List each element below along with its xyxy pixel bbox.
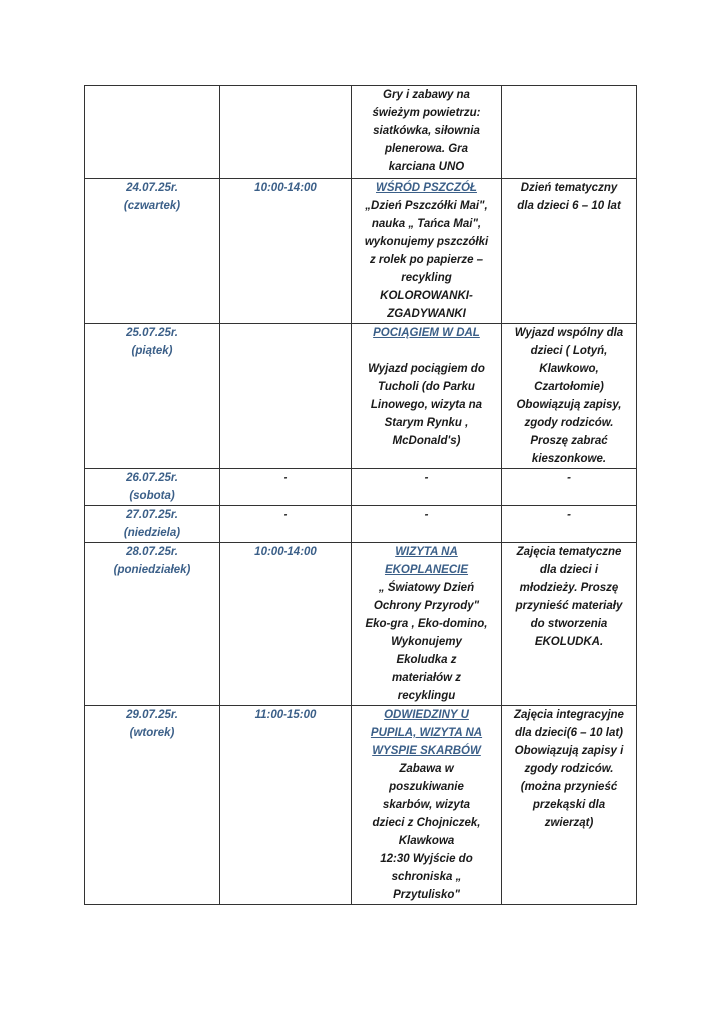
text-line: EKOLUDKA. bbox=[534, 636, 604, 648]
time-cell bbox=[220, 543, 352, 706]
text-line: siatkówka, siłownia bbox=[373, 125, 480, 137]
text-line: świeżym powietrzu: bbox=[372, 107, 481, 119]
text-line: wykonujemy pszczółki bbox=[364, 236, 489, 248]
weekday-text: (wtorek) bbox=[129, 727, 175, 739]
time-cell bbox=[220, 469, 352, 506]
text-line: (można przynieść bbox=[520, 781, 618, 793]
text-line: Ochrony Przyrody" bbox=[373, 600, 480, 612]
text-line: McDonald's) bbox=[392, 435, 461, 447]
activity-cell bbox=[352, 506, 502, 543]
date-text: 29.07.25r. bbox=[126, 709, 178, 721]
date-cell bbox=[85, 706, 220, 905]
date-text: 27.07.25r. bbox=[126, 509, 178, 521]
text-line: kieszonkowe. bbox=[531, 453, 607, 465]
text-line: - bbox=[424, 472, 429, 484]
text-line: Przytulisko" bbox=[393, 889, 460, 901]
text-line: Gry i zabawy na bbox=[383, 89, 470, 101]
table-row bbox=[85, 469, 637, 506]
time-text: - bbox=[283, 509, 288, 521]
text-line: Obowiązują zapisy, bbox=[516, 399, 622, 411]
date-cell bbox=[85, 86, 220, 179]
table-row bbox=[85, 179, 637, 324]
activity-cell bbox=[352, 543, 502, 706]
activity-cell bbox=[352, 324, 502, 469]
weekday-text: (niedziela) bbox=[123, 527, 181, 539]
date-cell bbox=[85, 506, 220, 543]
table-row bbox=[85, 506, 637, 543]
text-line: - bbox=[567, 472, 571, 484]
text-line: Klawkowo, bbox=[539, 363, 599, 375]
text-line: Proszę zabrać bbox=[530, 435, 608, 447]
notes-cell bbox=[502, 543, 637, 706]
date-cell bbox=[85, 179, 220, 324]
activity-cell bbox=[352, 179, 502, 324]
text-line: Zajęcia tematyczne bbox=[516, 546, 622, 558]
table-row bbox=[85, 706, 637, 905]
text-line: nauka „ Tańca Mai", bbox=[371, 218, 482, 230]
notes-cell bbox=[502, 324, 637, 469]
text-line: - bbox=[567, 509, 571, 521]
text-line: Wykonujemy bbox=[391, 636, 462, 648]
text-line: ZGADYWANKI bbox=[387, 308, 466, 320]
time-cell bbox=[220, 706, 352, 905]
text-line: dla dzieci i bbox=[539, 564, 599, 576]
text-line: EKOPLANECIE bbox=[384, 564, 469, 576]
date-cell bbox=[85, 324, 220, 469]
text-line: zgody rodziców. bbox=[524, 417, 614, 429]
text-line: karciana UNO bbox=[388, 161, 465, 173]
schedule-body bbox=[85, 86, 637, 905]
text-line: WYSPIE SKARBÓW bbox=[372, 745, 481, 757]
activity-cell bbox=[352, 86, 502, 179]
text-line: PUPILA, WIZYTA NA bbox=[370, 727, 483, 739]
text-line: z rolek po papierze – bbox=[369, 254, 484, 266]
text-line: przekąski dla bbox=[532, 799, 606, 811]
time-cell bbox=[220, 86, 352, 179]
text-line: - bbox=[424, 509, 429, 521]
text-line: recyklingu bbox=[397, 690, 456, 702]
text-line: dla dzieci(6 – 10 lat) bbox=[514, 727, 623, 739]
activity-cell bbox=[352, 469, 502, 506]
table-row bbox=[85, 324, 637, 469]
text-line: przynieść materiały bbox=[515, 600, 623, 612]
date-text: 26.07.25r. bbox=[126, 472, 178, 484]
notes-cell bbox=[502, 179, 637, 324]
weekday-text: (sobota) bbox=[129, 490, 175, 502]
text-line: Wyjazd wspólny dla bbox=[514, 327, 624, 339]
text-line: materiałów z bbox=[391, 672, 462, 684]
weekday-text: (piątek) bbox=[131, 345, 173, 357]
text-line: Czartołomie) bbox=[534, 381, 604, 393]
text-line: Linowego, wizyta na bbox=[370, 399, 483, 411]
weekday-text: (poniedziałek) bbox=[113, 564, 191, 576]
time-cell bbox=[220, 179, 352, 324]
table-row bbox=[85, 543, 637, 706]
text-line bbox=[355, 342, 498, 360]
text-line: Dzień tematyczny bbox=[520, 182, 618, 194]
text-line: Zajęcia integracyjne bbox=[514, 709, 624, 721]
text-line: Eko-gra , Eko-domino, bbox=[365, 618, 488, 630]
text-line: 12:30 Wyjście do bbox=[380, 853, 473, 865]
notes-cell bbox=[502, 506, 637, 543]
time-cell bbox=[220, 506, 352, 543]
activity-cell bbox=[352, 706, 502, 905]
time-text: 10:00-14:00 bbox=[254, 546, 317, 558]
text-line: zwierząt) bbox=[544, 817, 594, 829]
time-text: 11:00-15:00 bbox=[254, 709, 317, 721]
text-line: Starym Rynku , bbox=[384, 417, 469, 429]
notes-cell bbox=[502, 706, 637, 905]
text-line: młodzieży. Proszę bbox=[519, 582, 619, 594]
text-line: poszukiwanie bbox=[389, 781, 464, 793]
text-line: Wyjazd pociągiem do bbox=[368, 363, 485, 375]
text-line: do stworzenia bbox=[530, 618, 608, 630]
schedule-table bbox=[84, 85, 637, 905]
text-line: schroniska „ bbox=[391, 871, 462, 883]
notes-cell bbox=[502, 86, 637, 179]
date-text: 24.07.25r. bbox=[126, 182, 178, 194]
text-line: ODWIEDZINY U bbox=[384, 709, 469, 721]
text-line: WŚRÓD PSZCZÓŁ bbox=[376, 182, 477, 194]
time-cell bbox=[220, 324, 352, 469]
text-line: Obowiązują zapisy i bbox=[514, 745, 624, 757]
text-line: „Dzień Pszczółki Mai", bbox=[365, 200, 488, 212]
text-line: Klawkowa bbox=[398, 835, 455, 847]
text-line: Tucholi (do Parku bbox=[378, 381, 475, 393]
date-text: 28.07.25r. bbox=[126, 546, 178, 558]
weekday-text: (czwartek) bbox=[123, 200, 181, 212]
text-line: POCIĄGIEM W DAL bbox=[373, 327, 480, 339]
notes-cell bbox=[502, 469, 637, 506]
date-cell bbox=[85, 469, 220, 506]
text-line: plenerowa. Gra bbox=[384, 143, 469, 155]
text-line: recykling bbox=[401, 272, 452, 284]
text-line: Zabawa w bbox=[399, 763, 454, 775]
text-line: dzieci ( Lotyń, bbox=[530, 345, 608, 357]
text-line: Ekoludka z bbox=[396, 654, 457, 666]
date-text: 25.07.25r. bbox=[126, 327, 178, 339]
date-cell bbox=[85, 543, 220, 706]
text-line: „ Światowy Dzień bbox=[378, 582, 475, 594]
text-line: dla dzieci 6 – 10 lat bbox=[517, 200, 621, 212]
text-line: KOLOROWANKI- bbox=[380, 290, 473, 302]
text-line: skarbów, wizyta bbox=[382, 799, 471, 811]
table-row bbox=[85, 86, 637, 179]
text-line: dzieci z Chojniczek, bbox=[372, 817, 481, 829]
time-text: 10:00-14:00 bbox=[254, 182, 317, 194]
text-line: zgody rodziców. bbox=[524, 763, 614, 775]
text-line: WIZYTA NA bbox=[395, 546, 458, 558]
time-text: - bbox=[283, 472, 288, 484]
